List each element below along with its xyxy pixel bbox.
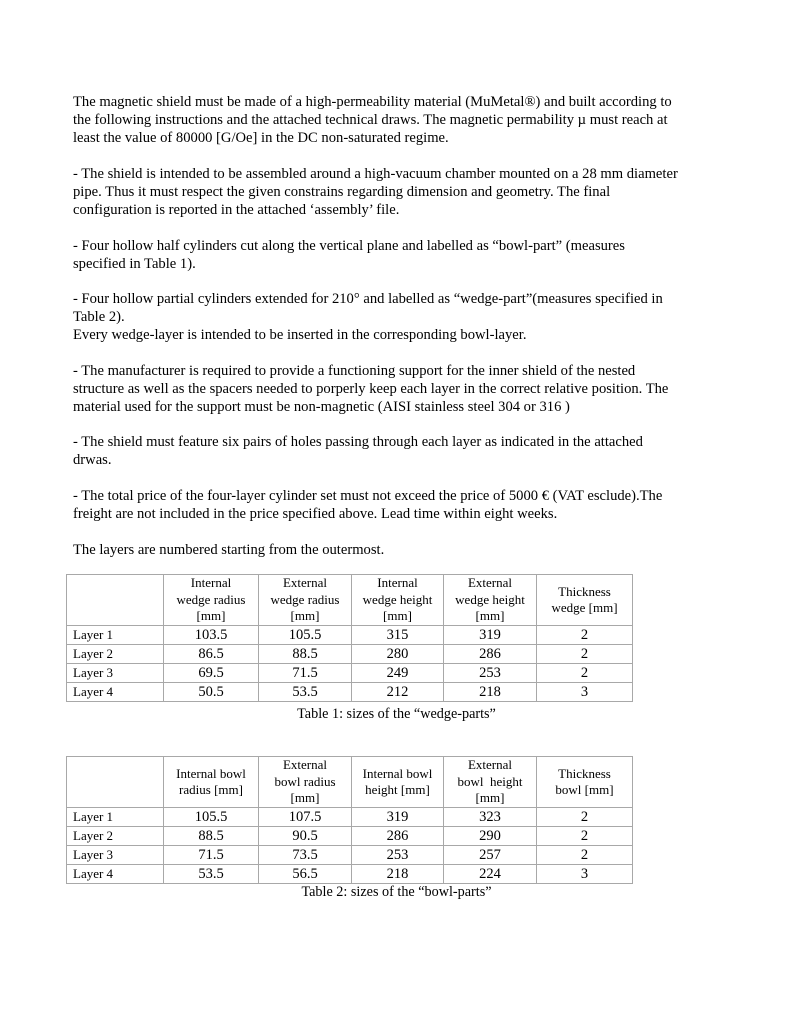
table-row: [67, 827, 633, 846]
table-row: [67, 865, 633, 884]
table-header-row: [67, 575, 633, 626]
table-cell: 224: [444, 865, 537, 884]
bowl-parts-table: [66, 756, 633, 884]
table-cell: 286: [444, 645, 537, 664]
text-line: - Four hollow half cylinders cut along the vertical plane and labelled as “bowl-part” (measures: [73, 238, 625, 254]
table-cell: 107.5: [259, 808, 352, 827]
table-cell: 73.5: [259, 846, 352, 865]
table-cell: 286: [352, 827, 444, 846]
table-header-cell: Internal bowl radius [mm]: [164, 757, 259, 808]
text-line: structure as well as the spacers needed to porperly keep each layer in the correct relative position. The: [73, 381, 669, 398]
table-row: [67, 808, 633, 827]
text-line: Every wedge-layer is intended to be inserted in the corresponding bowl-layer.: [73, 327, 527, 344]
table-cell: 249: [352, 664, 444, 683]
table-cell: 212: [352, 683, 444, 702]
table-header-cell: External bowl height [mm]: [444, 757, 537, 808]
text-line: configuration is reported in the attached ‘assembly’ file.: [73, 202, 400, 219]
table-header-cell: [67, 757, 164, 808]
table-cell: 71.5: [164, 846, 259, 865]
table-cell: 218: [352, 865, 444, 884]
row-label: Layer 2: [67, 827, 164, 846]
table-cell: 2: [537, 808, 633, 827]
table-cell: 2: [537, 664, 633, 683]
row-label: Layer 3: [67, 846, 164, 865]
table-cell: 50.5: [164, 683, 259, 702]
row-label: Layer 2: [67, 645, 164, 664]
table-header-cell: External wedge height [mm]: [444, 575, 537, 626]
table-cell: 105.5: [164, 808, 259, 827]
table-cell: 3: [537, 683, 633, 702]
table-cell: 3: [537, 865, 633, 884]
table-header-cell: External bowl radius [mm]: [259, 757, 352, 808]
table-1-caption: Table 1: sizes of the “wedge-parts”: [297, 706, 496, 722]
table-header-cell: External wedge radius [mm]: [259, 575, 352, 626]
table-cell: 53.5: [259, 683, 352, 702]
table-header-cell: Thickness bowl [mm]: [537, 757, 633, 808]
table-cell: 253: [444, 664, 537, 683]
table-cell: 280: [352, 645, 444, 664]
table-cell: 323: [444, 808, 537, 827]
table-cell: 218: [444, 683, 537, 702]
table-cell: 2: [537, 846, 633, 865]
table-header-cell: Thickness wedge [mm]: [537, 575, 633, 626]
text-line: - The manufacturer is required to provide a functioning support for the inner shield of the nested: [73, 363, 636, 379]
table-cell: 88.5: [164, 827, 259, 846]
table-header-row: [67, 757, 633, 808]
text-line: - The shield must feature six pairs of holes passing through each layer as indicated in the attached: [73, 434, 643, 450]
table-cell: 2: [537, 645, 633, 664]
table-cell: 71.5: [259, 664, 352, 683]
table-row: [67, 664, 633, 683]
table-cell: 2: [537, 626, 633, 645]
table-header-cell: Internal wedge radius [mm]: [164, 575, 259, 626]
table-cell: 105.5: [259, 626, 352, 645]
table-cell: 253: [352, 846, 444, 865]
table-header-cell: Internal bowl height [mm]: [352, 757, 444, 808]
row-label: Layer 1: [67, 808, 164, 827]
table-2-caption: Table 2: sizes of the “bowl-parts”: [301, 884, 492, 900]
row-label: Layer 4: [67, 865, 164, 884]
table-cell: 69.5: [164, 664, 259, 683]
paragraph-assembly: [73, 165, 723, 220]
row-label: Layer 4: [67, 683, 164, 702]
table-cell: 53.5: [164, 865, 259, 884]
text-line: material used for the support must be non-magnetic (AISI stainless steel 304 or 316 ): [73, 399, 570, 416]
table-cell: 86.5: [164, 645, 259, 664]
text-line: The magnetic shield must be made of a high-permeability material (MuMetal®) and built according to: [73, 94, 672, 110]
text-line: - The shield is intended to be assembled around a high-vacuum chamber mounted on a 28 mm diameter: [73, 166, 678, 182]
text-line: - Four hollow partial cylinders extended for 210° and labelled as “wedge-part”(measures specified in: [73, 291, 663, 307]
table-header-cell: Internal wedge height [mm]: [352, 575, 444, 626]
text-line: the following instructions and the attached technical draws. The magnetic permability µ must reach at: [73, 112, 668, 129]
text-line: - The total price of the four-layer cylinder set must not exceed the price of 5000 € (VAT esclude).The: [73, 488, 663, 504]
table-cell: 2: [537, 827, 633, 846]
text-line: least the value of 80000 [G/Oe] in the DC non-saturated regime.: [73, 130, 449, 147]
paragraph-holes: [73, 433, 723, 469]
paragraph-support: [73, 362, 723, 417]
table-cell: 103.5: [164, 626, 259, 645]
paragraph-layer-numbering: [73, 541, 723, 559]
wedge-parts-table: [66, 574, 633, 702]
table-row: [67, 645, 633, 664]
text-line: Table 2).: [73, 309, 125, 326]
table-row: [67, 626, 633, 645]
table-row: [67, 683, 633, 702]
paragraph-material-requirements: [73, 93, 723, 148]
table-cell: 257: [444, 846, 537, 865]
text-line: specified in Table 1).: [73, 256, 196, 273]
paragraph-price: [73, 487, 723, 523]
paragraph-wedge-part: [73, 290, 723, 345]
table-cell: 290: [444, 827, 537, 846]
text-line: The layers are numbered starting from the outermost.: [73, 542, 385, 558]
table-cell: 319: [444, 626, 537, 645]
table-row: [67, 846, 633, 865]
table-cell: 56.5: [259, 865, 352, 884]
row-label: Layer 1: [67, 626, 164, 645]
paragraph-bowl-part: [73, 237, 723, 273]
table-cell: 90.5: [259, 827, 352, 846]
table-cell: 319: [352, 808, 444, 827]
text-line: freight are not included in the price specified above. Lead time within eight weeks.: [73, 506, 558, 523]
text-line: drwas.: [73, 452, 112, 469]
text-line: pipe. Thus it must respect the given constrains regarding dimension and geometry. The final: [73, 184, 611, 201]
table-cell: 315: [352, 626, 444, 645]
row-label: Layer 3: [67, 664, 164, 683]
table-header-cell: [67, 575, 164, 626]
table-cell: 88.5: [259, 645, 352, 664]
